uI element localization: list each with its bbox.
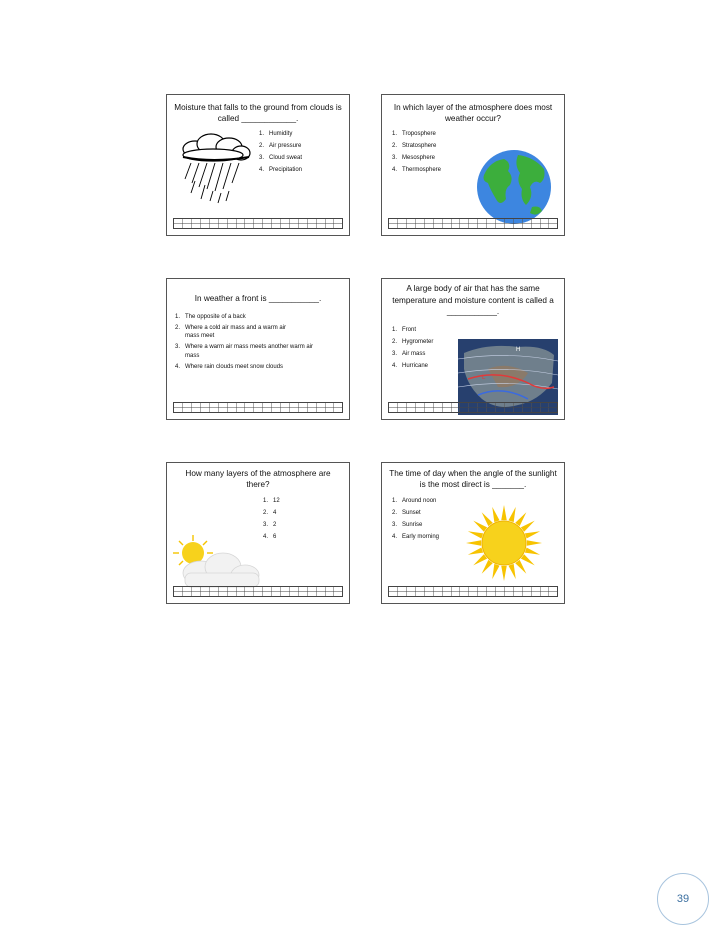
slide-title: In weather a front is ___________. [194,294,322,303]
option-4: 4. Where rain clouds meet snow clouds [175,363,284,370]
option-3: 3. Cloud sweat [259,155,303,161]
sun-ray [468,531,483,538]
slide-1 [166,94,350,236]
sun-ray [466,540,481,546]
slide-title: The time of day when the angle of the sunlight is the most direct is _______. [389,469,557,489]
slide-title: In which layer of the atmosphere does most weather occur? [393,103,553,123]
option-2: 2. Sunset [392,510,421,516]
response-grid [388,402,558,413]
option-4: 4. Precipitation [259,167,303,173]
sun-ray [501,566,507,581]
option-4: 4. Early morning [392,534,440,540]
sun-ray [521,521,535,532]
sun-ray [508,564,515,579]
answer-options [392,324,433,372]
sun-ray [492,564,499,579]
sun-ray [521,554,535,565]
option-1: 1. The opposite of a back [175,314,246,320]
page-number: 39 [657,873,709,925]
slide-2 [381,94,565,236]
sun-icon [464,503,544,583]
slide-3 [166,278,350,420]
sun-ray [508,507,515,522]
sun-ray [473,521,487,532]
slide-4 [381,278,565,420]
sun-ray [501,505,507,520]
option-1: 1. 12 [263,498,280,504]
response-grid [173,402,343,413]
option-1: 1. Front [392,327,417,333]
slide-5 [166,462,350,604]
answer-options [259,128,302,176]
option-4: 4. Thermosphere [392,167,442,173]
option-4: 4. 6 [263,534,277,540]
sun-ray [525,547,540,554]
response-grid [388,218,558,229]
svg-text:L: L [482,375,486,381]
sun-ray [473,554,487,565]
option-1: 1. Troposphere [392,131,436,137]
sun-ray [482,512,493,526]
option-1: 1. Humidity [259,131,293,137]
globe-icon [474,149,554,225]
sun-ray [492,507,499,522]
option-2: 2. Stratosphere [392,143,437,149]
sun-ray [515,560,526,574]
option-2: 2. Air pressure [259,143,302,149]
response-grid [388,586,558,597]
slide-title: Moisture that falls to the ground from clouds is called ____________. [174,103,342,123]
option-1: 1. Around noon [392,498,437,504]
option-4: 4. Hurricane [392,363,429,369]
sun-ray [468,547,483,554]
answer-options [263,495,280,543]
slide-6 [381,462,565,604]
option-3: 3. 2 [263,522,277,528]
rain-cloud-icon [175,133,255,205]
option-2: 2. Hygrometer [392,339,434,345]
response-grid [173,586,343,597]
svg-text:H: H [516,347,521,353]
response-grid [173,218,343,229]
option-3: 3. Sunrise [392,522,423,528]
option-3: 3. Where a warm air mass meets another warm air mass [175,344,314,359]
slide-title: A large body of air that has the same temperature and moisture content is called a ___________. [392,284,554,316]
option-2: 2. Where a cold air mass and a warm air mass meet [175,325,287,340]
sun-cloud-icon [171,533,263,589]
answer-options [392,495,439,543]
slide-title: How many layers of the atmosphere are there? [185,469,331,489]
sun-ray [525,531,540,538]
option-3: 3. Mesosphere [392,155,436,161]
answer-options [392,128,441,176]
sun-ray [527,540,542,546]
option-2: 2. 4 [263,510,277,516]
sun-ray [482,560,493,574]
option-3: 3. Air mass [392,351,426,357]
answer-options [175,313,325,374]
sun-ray [515,512,526,526]
